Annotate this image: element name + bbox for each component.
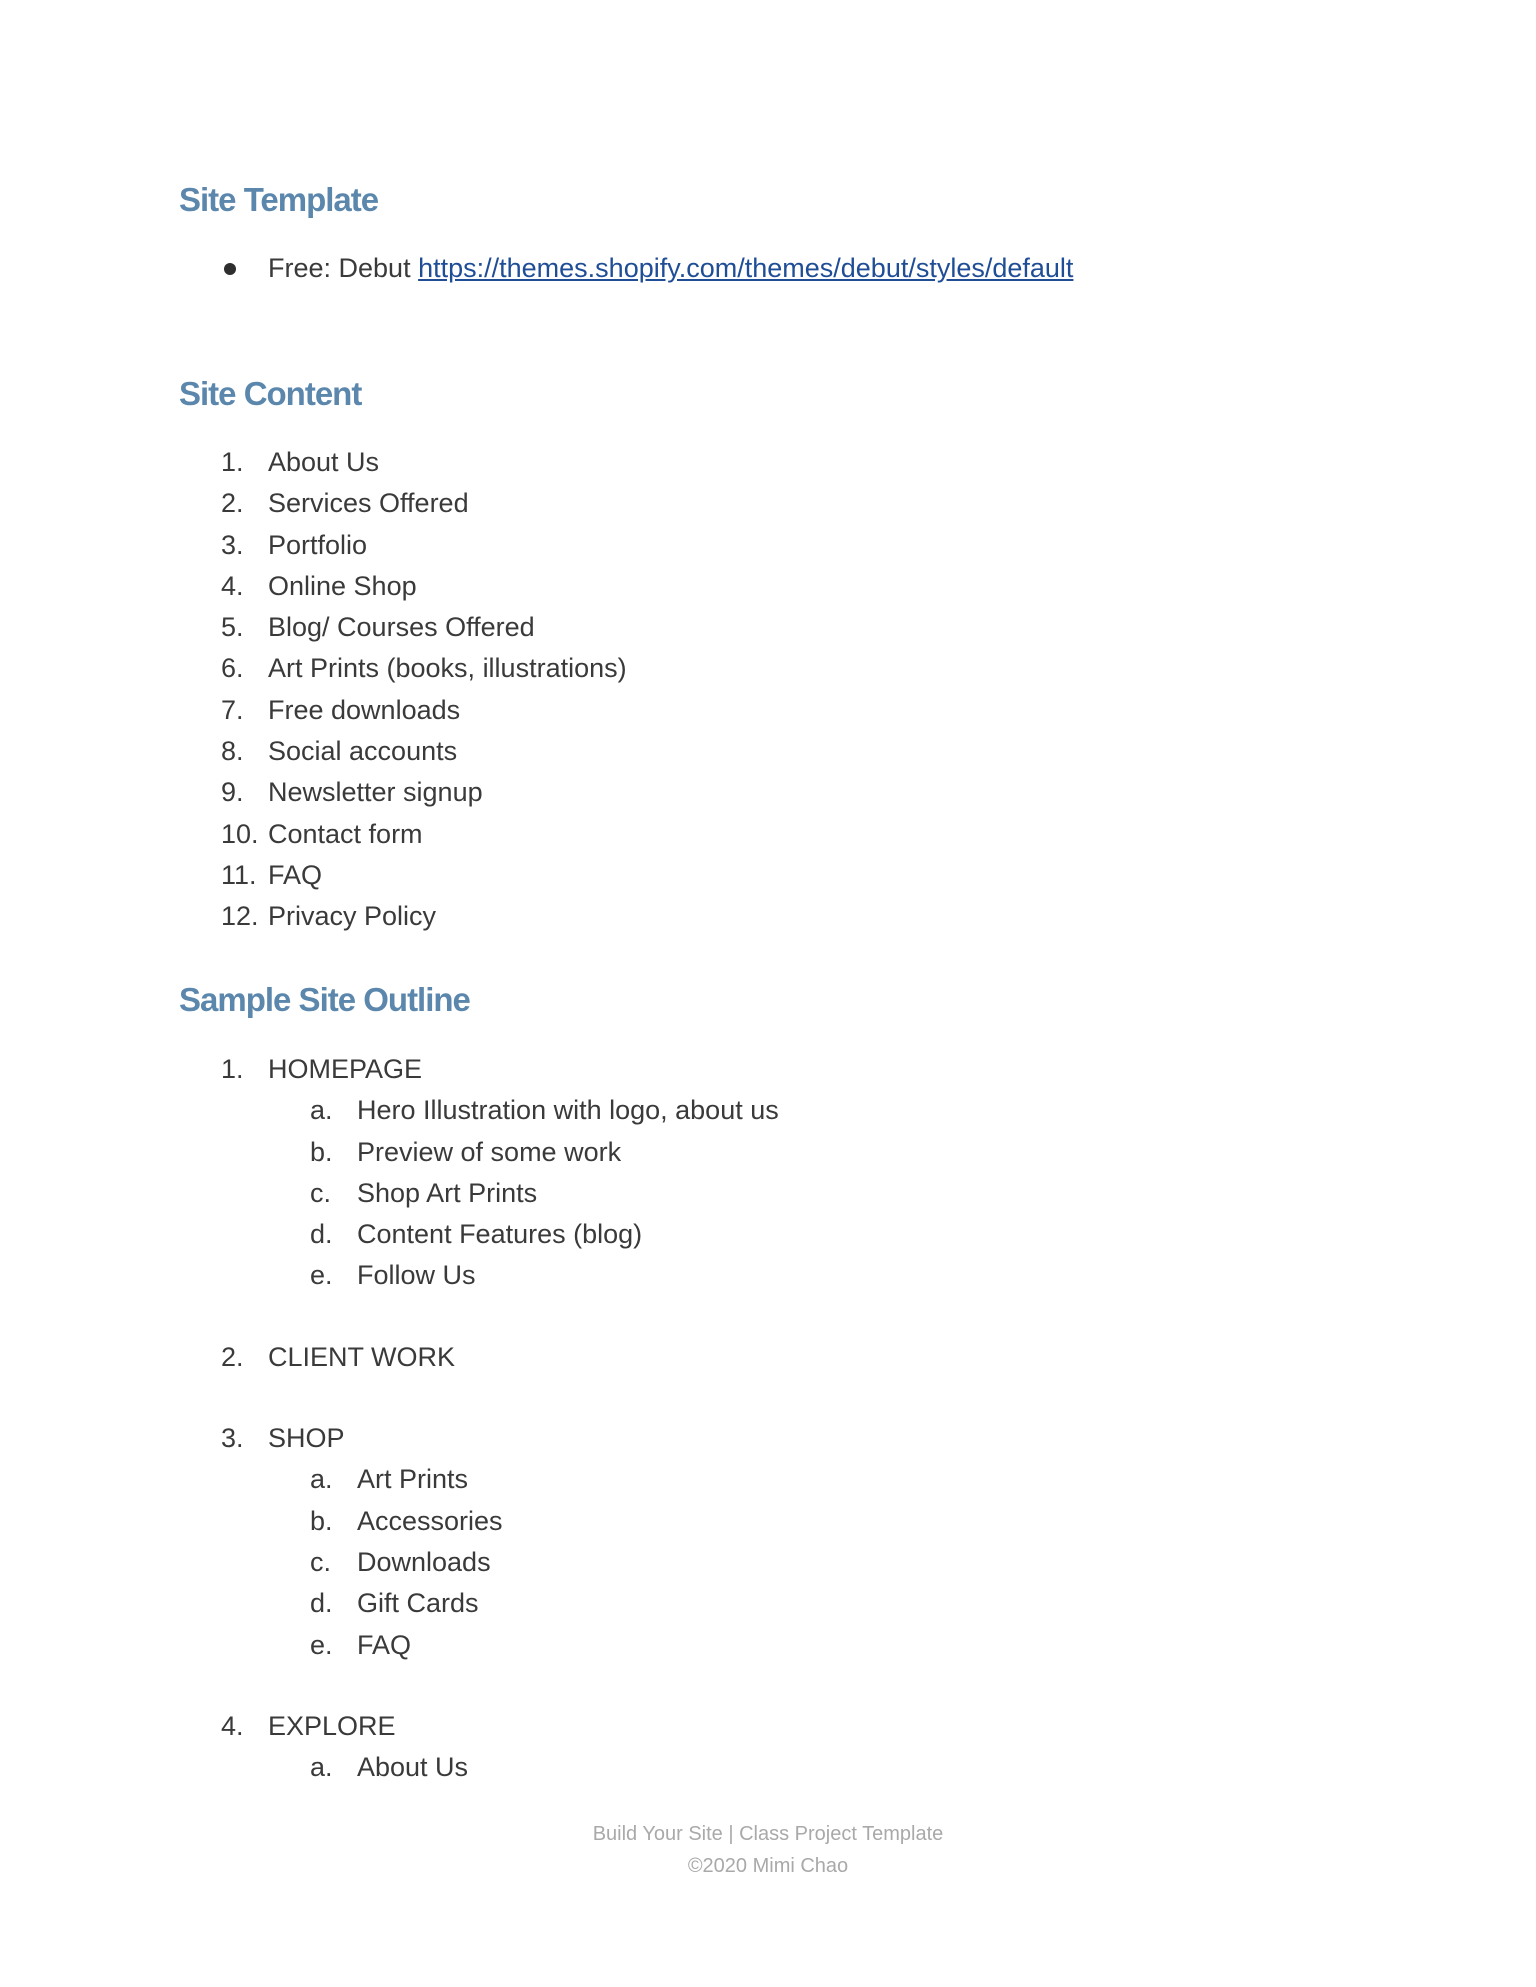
sub-list-item	[0, 1542, 1536, 1583]
list-marker: d.	[310, 1219, 333, 1250]
list-item-label: Downloads	[357, 1546, 491, 1577]
list-marker: c.	[310, 1546, 332, 1577]
bullet-icon	[224, 263, 236, 275]
spacer	[0, 1297, 1536, 1337]
debut-theme-link[interactable]: https://themes.shopify.com/themes/debut/styles/default	[418, 253, 1074, 283]
list-item-label: CLIENT WORK	[268, 1341, 456, 1372]
list-marker: d.	[310, 1588, 333, 1619]
sub-list-item	[0, 1255, 1536, 1296]
list-marker: a.	[310, 1095, 333, 1126]
list-item-label: About Us	[357, 1752, 469, 1783]
list-item-label: Follow Us	[357, 1260, 476, 1291]
sample-outline-list	[0, 1049, 1536, 1788]
sub-list-item	[0, 1173, 1536, 1214]
list-item-label: Free downloads	[268, 694, 461, 725]
list-marker: b.	[310, 1136, 333, 1167]
list-item	[0, 772, 1536, 813]
bullet-label: Free: Debut	[268, 253, 411, 283]
site-content-list	[0, 442, 1536, 938]
list-item-label: Social accounts	[268, 736, 458, 767]
list-item-label: FAQ	[268, 859, 323, 890]
list-item	[0, 248, 1536, 289]
footer	[0, 1818, 1536, 1882]
list-marker: 11.	[221, 859, 257, 890]
list-item	[0, 566, 1536, 607]
list-item-label: FAQ	[357, 1629, 412, 1660]
list-marker: c.	[310, 1177, 332, 1208]
list-marker: e.	[310, 1260, 333, 1291]
sub-list-item	[0, 1625, 1536, 1666]
list-item	[0, 525, 1536, 566]
list-item	[0, 690, 1536, 731]
list-item-label: Art Prints (books, illustrations)	[268, 653, 627, 684]
sub-list-item	[0, 1132, 1536, 1173]
sub-list-item	[0, 1747, 1536, 1788]
list-marker: 2.	[221, 1341, 244, 1372]
list-marker: b.	[310, 1505, 333, 1536]
list-marker: 5.	[221, 612, 244, 643]
list-item-label: Services Offered	[268, 488, 469, 519]
list-marker: 7.	[221, 694, 244, 725]
list-item	[0, 607, 1536, 648]
list-marker: 3.	[221, 1423, 244, 1454]
sub-list-item	[0, 1501, 1536, 1542]
list-item-label: About Us	[268, 447, 380, 477]
list-item-label: Art Prints	[357, 1464, 469, 1495]
list-marker: 9.	[221, 777, 244, 808]
list-item-label: Preview of some work	[357, 1136, 622, 1167]
list-item-label: SHOP	[268, 1423, 345, 1454]
footer-title: Build Your Site | Class Project Template	[592, 1823, 944, 1845]
list-item	[0, 1706, 1536, 1747]
list-marker: a.	[310, 1464, 333, 1495]
list-item-label: Gift Cards	[357, 1588, 479, 1619]
list-item	[0, 1418, 1536, 1459]
list-marker: 1.	[221, 1054, 244, 1084]
list-marker: 1.	[221, 447, 244, 477]
list-item	[0, 731, 1536, 772]
list-item-label: Portfolio	[268, 529, 368, 560]
list-item-label: Contact form	[268, 818, 423, 849]
list-item-label: Accessories	[357, 1505, 503, 1536]
list-item-label: Privacy Policy	[268, 901, 437, 932]
list-marker: 4.	[221, 570, 244, 601]
list-item	[0, 1337, 1536, 1378]
site-template-list	[0, 248, 1536, 289]
list-item	[0, 855, 1536, 896]
sub-list-item	[0, 1214, 1536, 1255]
spacer	[0, 1378, 1536, 1418]
list-item-label: Newsletter signup	[268, 777, 483, 808]
list-item-label: Hero Illustration with logo, about us	[357, 1095, 779, 1126]
list-marker: 10.	[221, 818, 259, 849]
list-marker: 2.	[221, 488, 244, 519]
list-item	[0, 648, 1536, 689]
list-item-label: Online Shop	[268, 570, 417, 601]
list-item	[0, 483, 1536, 524]
sub-list-item	[0, 1583, 1536, 1624]
list-marker: 3.	[221, 529, 244, 560]
sub-list-item	[0, 1090, 1536, 1131]
list-item	[0, 896, 1536, 937]
heading-site-content: Site Content	[179, 375, 362, 412]
list-marker: a.	[310, 1752, 333, 1783]
list-item-label: HOMEPAGE	[268, 1054, 423, 1084]
list-item	[0, 442, 1536, 483]
list-item-label: Content Features (blog)	[357, 1219, 643, 1250]
list-item-label: Blog/ Courses Offered	[268, 612, 535, 643]
heading-sample-site-outline: Sample Site Outline	[179, 981, 470, 1018]
list-item-label: EXPLORE	[268, 1710, 396, 1741]
list-marker: 4.	[221, 1710, 244, 1741]
list-item-label: Shop Art Prints	[357, 1177, 538, 1208]
list-item	[0, 814, 1536, 855]
list-marker: 12.	[221, 901, 259, 932]
footer-copyright: ©2020 Mimi Chao	[687, 1855, 849, 1877]
sub-list-item	[0, 1459, 1536, 1500]
list-marker: e.	[310, 1629, 333, 1660]
heading-site-template: Site Template	[179, 181, 379, 218]
list-item	[0, 1049, 1536, 1090]
list-marker: 8.	[221, 736, 244, 767]
list-marker: 6.	[221, 653, 244, 684]
spacer	[0, 1666, 1536, 1706]
